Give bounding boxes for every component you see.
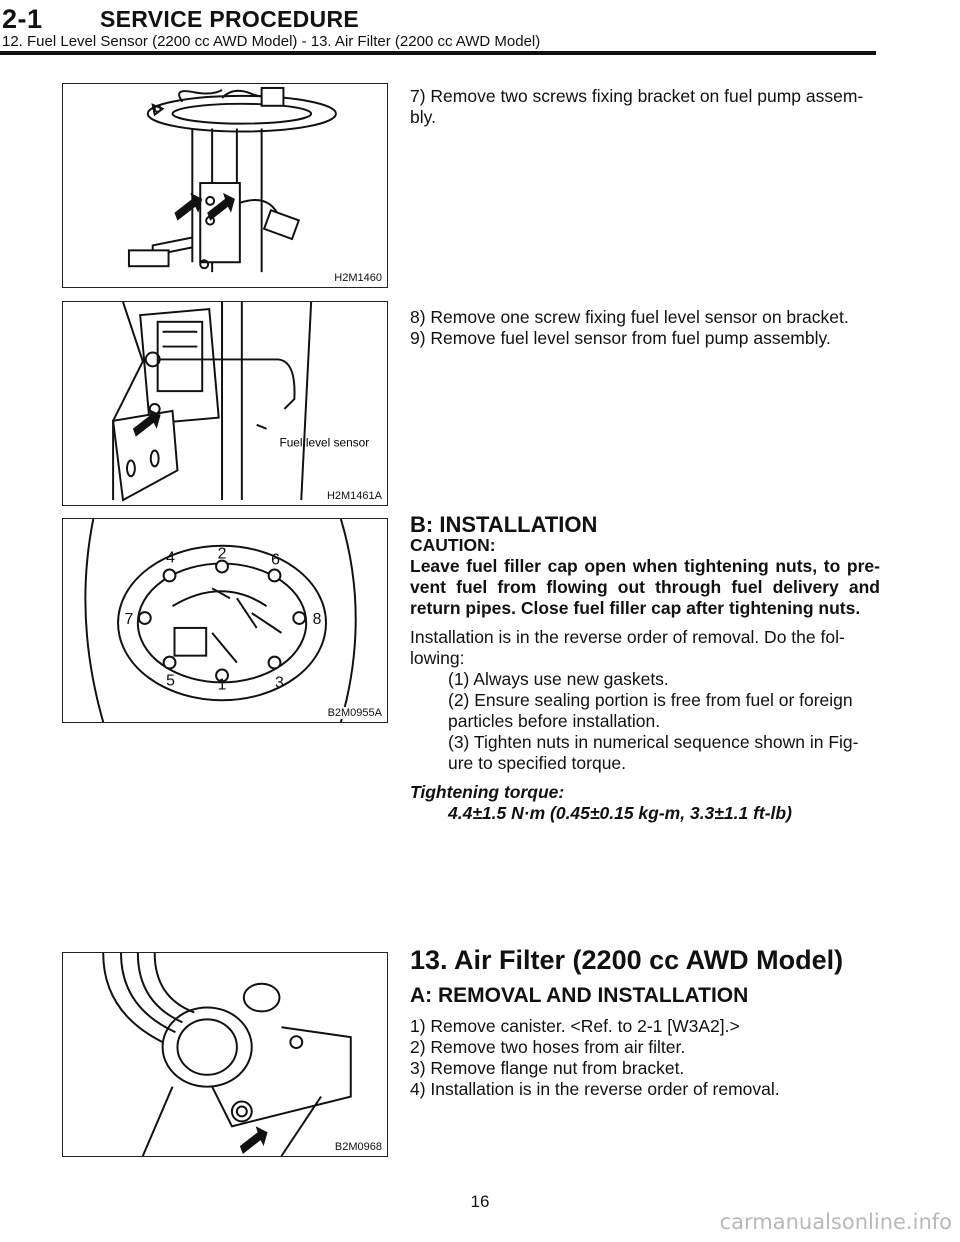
air-filter-heading: 13. Air Filter (2200 cc AWD Model) [410,945,844,975]
figure-code: B2M0968 [334,1141,382,1153]
nut-label: 3 [275,674,284,692]
nut-icon [164,657,176,669]
figure-code: H2M1461A [326,490,382,502]
caution-label: CAUTION: [410,535,496,555]
figure-code: B2M0955A [327,707,382,719]
nut-label: 2 [217,545,227,563]
figure-fuel-level-sensor [62,301,388,506]
figure-code: H2M1460 [334,272,382,284]
installation-heading: B: INSTALLATION [410,512,598,537]
steps-8-9-block [410,307,880,349]
air-filter-illustration [63,953,387,1156]
nut-sequence-illustration [63,519,387,722]
fuel-level-sensor-illustration [63,302,387,505]
installation-item: (3) Tighten nuts in numerical sequence shown in Fig-ure to specified torque. [448,732,859,773]
installation-item: (2) Ensure sealing portion is free from fuel or foreign particles before installation. [448,690,853,731]
figure-fuel-pump-bracket [62,83,388,288]
step-8: 8) Remove one screw fixing fuel level sensor on bracket. [410,307,849,327]
nut-icon [269,570,281,582]
caution-text: Leave fuel filler cap open when tightening nuts, to pre-vent fuel from flowing out through fuel delivery and return pipes. Close fuel filler cap after tightening nuts. [410,556,880,618]
page-number: 16 [470,1192,490,1211]
nut-icon [164,570,176,582]
step-7: 7) Remove two screws fixing bracket on fuel pump assem-bly. [410,86,864,127]
installation-section [410,514,880,824]
air-filter-step: 3) Remove flange nut from bracket. [410,1058,685,1078]
fuel-level-sensor-callout: Fuel level sensor [279,435,370,450]
installation-item: (1) Always use new gaskets. [448,669,669,689]
air-filter-step: 2) Remove two hoses from air filter. [410,1037,686,1057]
section-code: 2-1 [2,4,43,34]
nut-icon [269,657,281,669]
nut-label: 6 [271,551,280,569]
nut-label: 4 [166,549,175,567]
page-title: SERVICE PROCEDURE [100,6,360,32]
torque-value: 4.4±1.5 N·m (0.45±0.15 kg-m, 3.3±1.1 ft-lb) [448,803,792,823]
watermark[interactable]: carmanualsonline.info [719,1210,952,1234]
nut-label: 5 [166,672,175,690]
step-7-block [410,86,880,128]
fuel-pump-illustration [63,84,387,287]
nut-icon [139,612,151,624]
step-9: 9) Remove fuel level sensor from fuel pump assembly. [410,328,831,348]
installation-intro: Installation is in the reverse order of removal. Do the fol-lowing: [410,627,845,668]
page-subtitle: 12. Fuel Level Sensor (2200 cc AWD Model) - 13. Air Filter (2200 cc AWD Model) [2,33,541,50]
figure-nut-sequence [62,518,388,723]
nut-label: 7 [124,610,134,628]
nut-label: 8 [312,610,322,628]
nut-label: 1 [217,676,227,694]
air-filter-step: 1) Remove canister. <Ref. to 2-1 [W3A2].> [410,1016,740,1036]
figure-air-filter [62,952,388,1157]
torque-label: Tightening torque: [410,782,565,802]
header-rule [0,51,876,55]
air-filter-subheading: A: REMOVAL AND INSTALLATION [410,984,749,1007]
air-filter-step: 4) Installation is in the reverse order of removal. [410,1079,780,1099]
nut-icon [293,612,305,624]
air-filter-section [410,945,880,1100]
